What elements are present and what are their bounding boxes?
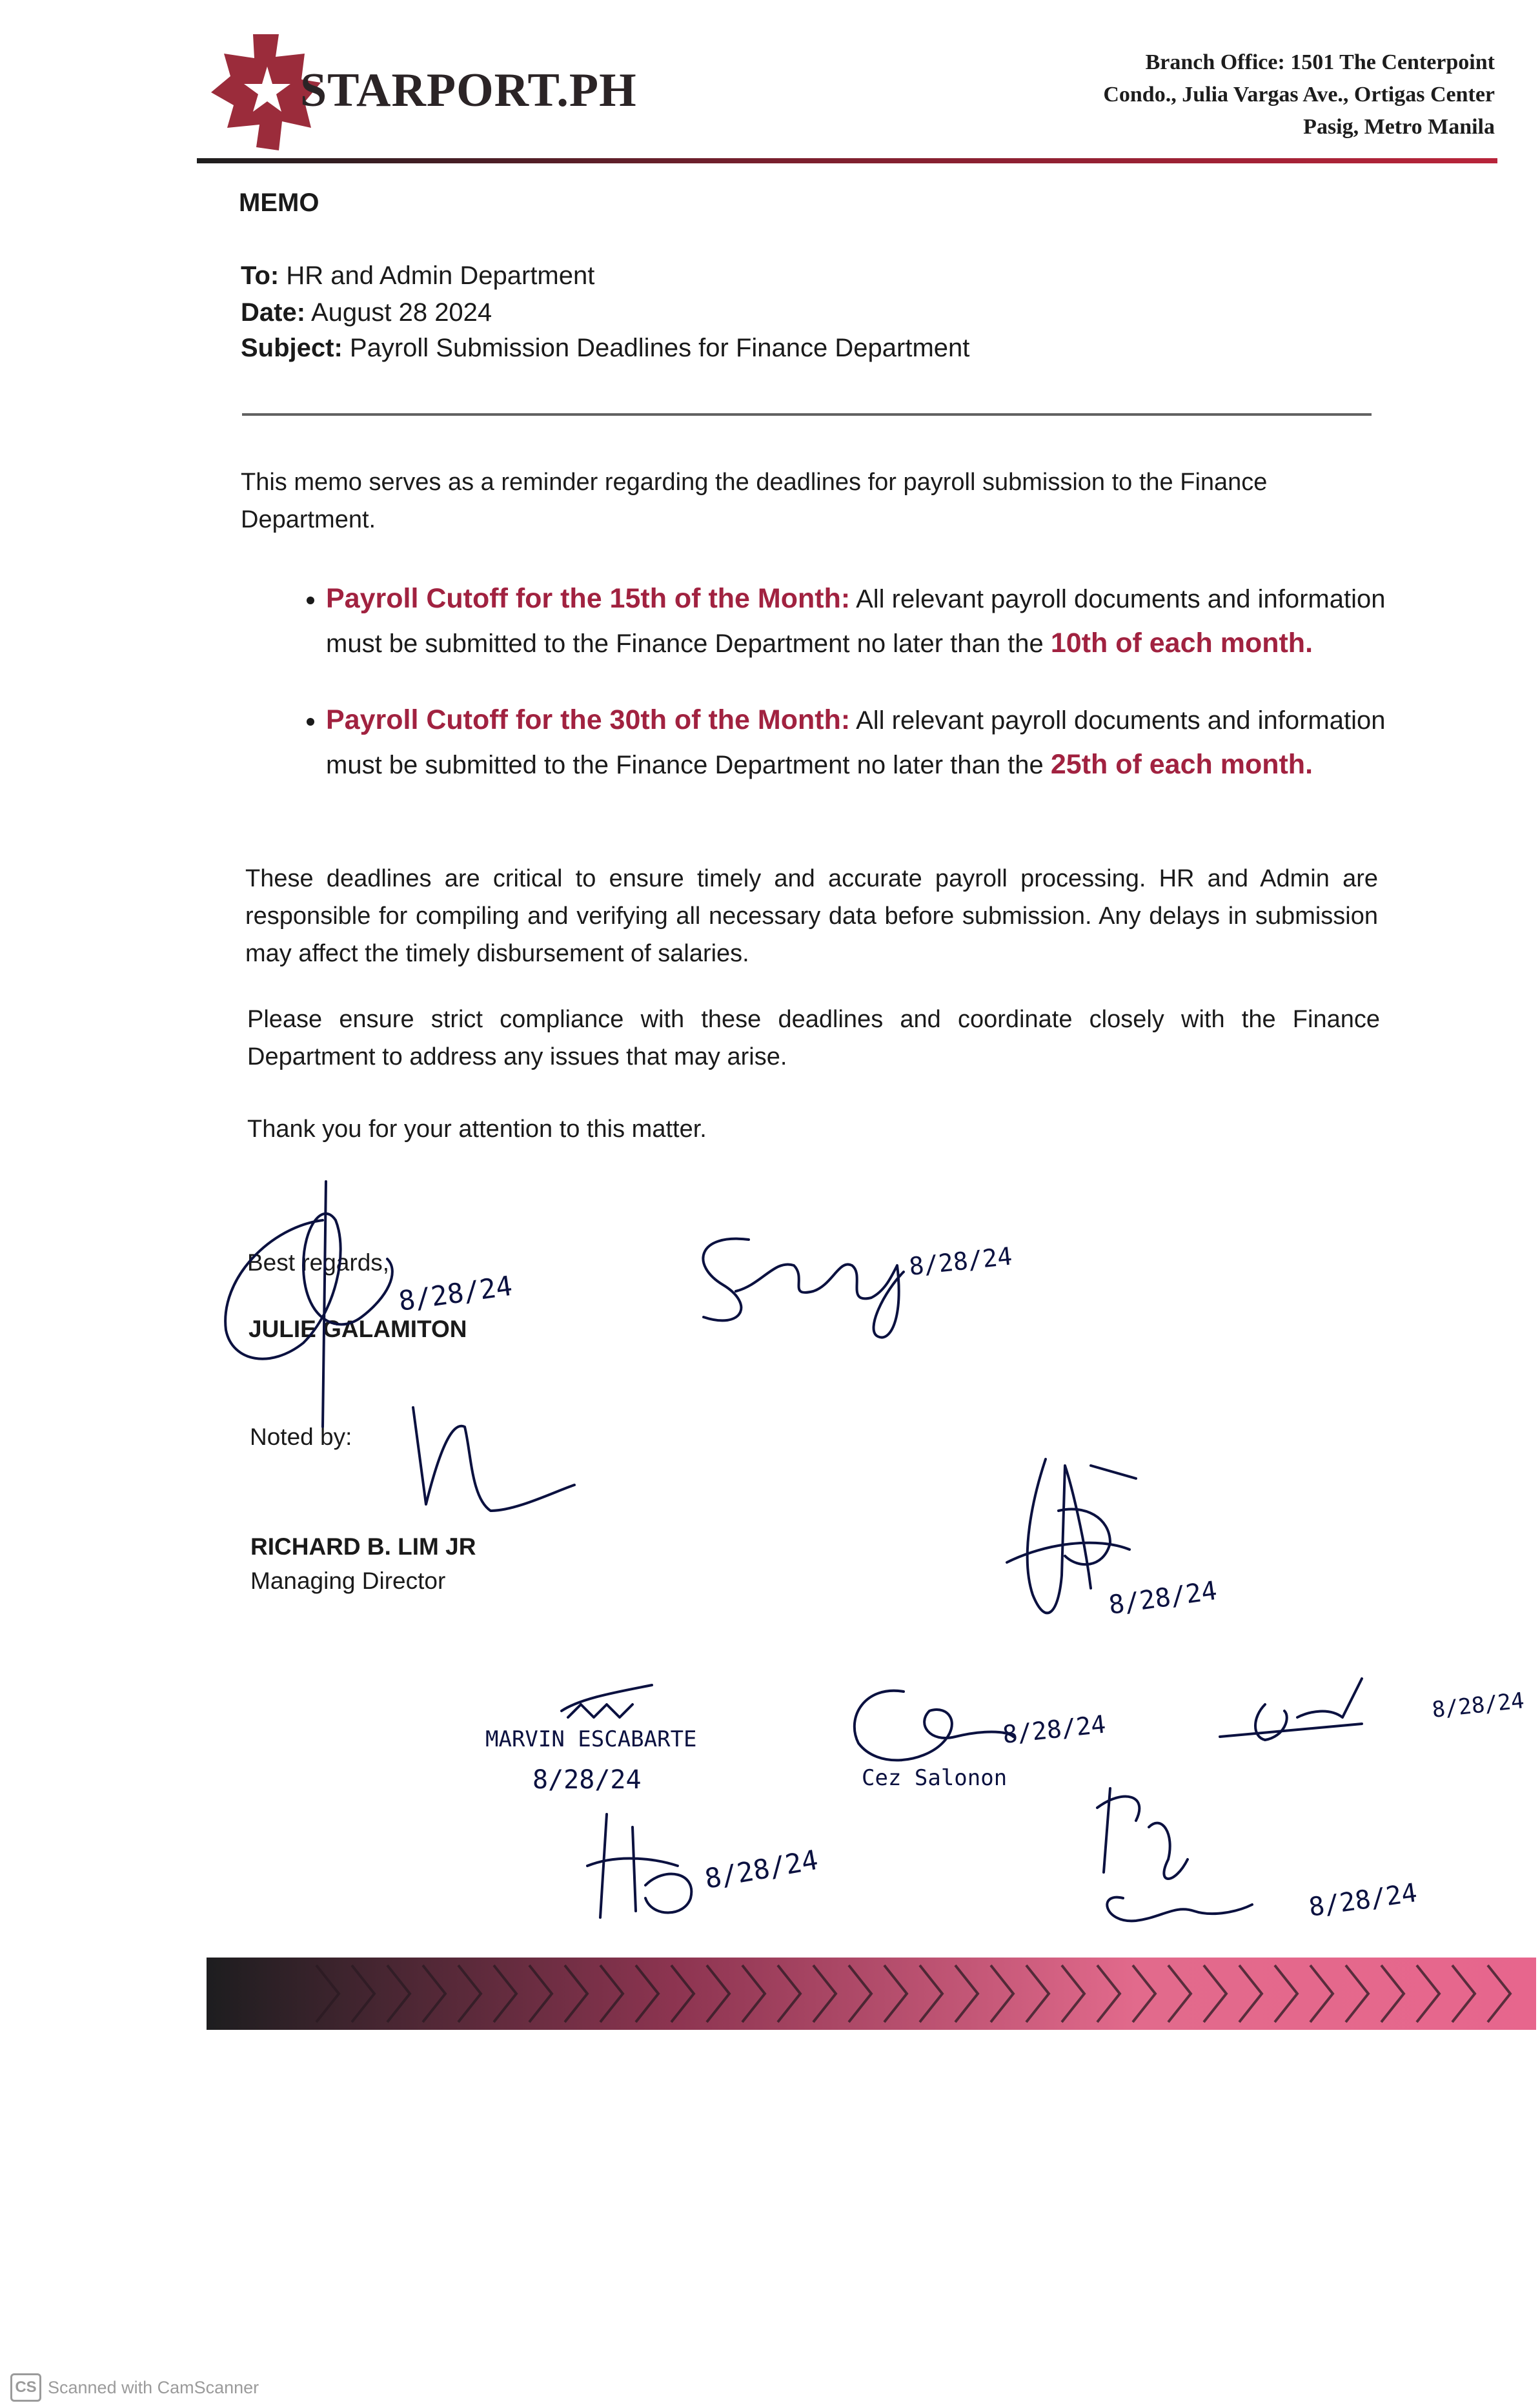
deadline-text: All relevant payroll documents and information must be submitted to the Finance Department no later than the	[326, 706, 1386, 779]
to-label: To:	[241, 261, 279, 290]
footer-chevron-band	[207, 1958, 1536, 2030]
list-item	[326, 698, 1423, 787]
list-item	[326, 577, 1423, 666]
divider	[242, 413, 1372, 416]
signature-third	[1007, 1459, 1136, 1613]
sender-name: JULIE GALAMITON	[248, 1316, 467, 1342]
memo-subject-line	[241, 334, 969, 363]
signature-escabarte	[562, 1685, 652, 1717]
to-value: HR and Admin Department	[286, 261, 595, 290]
signature-director	[413, 1407, 574, 1511]
signature-right	[1220, 1679, 1362, 1740]
subject-value: Payroll Submission Deadlines for Finance Department	[349, 334, 970, 362]
memo-to-line	[241, 261, 594, 291]
deadline-title: Payroll Cutoff for the 30th of the Month:	[326, 704, 851, 735]
lower-signature-date: 8/28/24	[702, 1843, 821, 1895]
signature-lower-right	[1097, 1788, 1252, 1921]
company-name: STARPORT.PH	[300, 64, 637, 117]
branch-line: Condo., Julia Vargas Ave., Ortigas Center	[1103, 83, 1495, 107]
sender-date: 8/28/24	[396, 1269, 514, 1317]
deadline-text: All relevant payroll documents and information must be submitted to the Finance Department no later than the	[326, 585, 1386, 658]
memo-label: MEMO	[239, 189, 319, 217]
third-signature-date: 8/28/24	[1106, 1575, 1219, 1621]
deadline-title: Payroll Cutoff for the 15th of the Month:	[326, 583, 851, 614]
signature-second	[703, 1239, 904, 1338]
bottom-right-date: 8/28/24	[1306, 1877, 1419, 1923]
deadline-list	[278, 577, 1423, 819]
signature-lower	[587, 1814, 691, 1917]
paragraph-thanks: Thank you for your attention to this matter.	[247, 1116, 707, 1143]
date-value: August 28 2024	[310, 298, 492, 327]
salonon-name: Cez Salonon	[862, 1765, 1008, 1791]
director-name: RICHARD B. LIM JR	[250, 1533, 476, 1560]
watermark-text: Scanned with CamScanner	[48, 2377, 259, 2397]
paragraph-deadlines-critical: These deadlines are critical to ensure timely and accurate payroll processing. HR and Admin are responsible for compiling and verifying all necessary data before submission. Any delays in submission may affect the timely disbursement of salaries.	[245, 865, 1378, 967]
camscanner-badge: CS	[10, 2373, 41, 2402]
escabarte-name: MARVIN ESCABARTE	[485, 1726, 697, 1752]
salonon-date: 8/28/24	[1001, 1710, 1108, 1749]
deadline-date: 10th of each month.	[1050, 628, 1313, 659]
signature-sender	[225, 1181, 392, 1427]
branch-line: Branch Office: 1501 The Centerpoint	[1145, 50, 1495, 74]
intro-paragraph: This memo serves as a reminder regarding the deadlines for payroll submission to the Finance Department.	[241, 469, 1268, 533]
header-rule	[197, 156, 1497, 165]
paragraph-compliance: Please ensure strict compliance with these deadlines and coordinate closely with the Finance Department to address any issues that may arise.	[247, 1006, 1380, 1070]
branch-line: Pasig, Metro Manila	[1303, 115, 1495, 139]
noted-by-label: Noted by:	[250, 1424, 352, 1450]
director-title: Managing Director	[250, 1568, 446, 1594]
scanner-watermark	[10, 2373, 259, 2402]
escabarte-date: 8/28/24	[532, 1765, 642, 1795]
right-signature-date: 8/28/24	[1430, 1688, 1526, 1723]
second-signature-date: 8/28/24	[907, 1242, 1014, 1281]
memo-date-line	[241, 298, 492, 327]
closing: Best regards,	[247, 1249, 390, 1276]
signature-salonon	[855, 1691, 1013, 1761]
date-label: Date:	[241, 298, 306, 327]
deadline-date: 25th of each month.	[1050, 749, 1313, 780]
subject-label: Subject:	[241, 334, 343, 362]
branch-office-address	[1103, 46, 1495, 143]
